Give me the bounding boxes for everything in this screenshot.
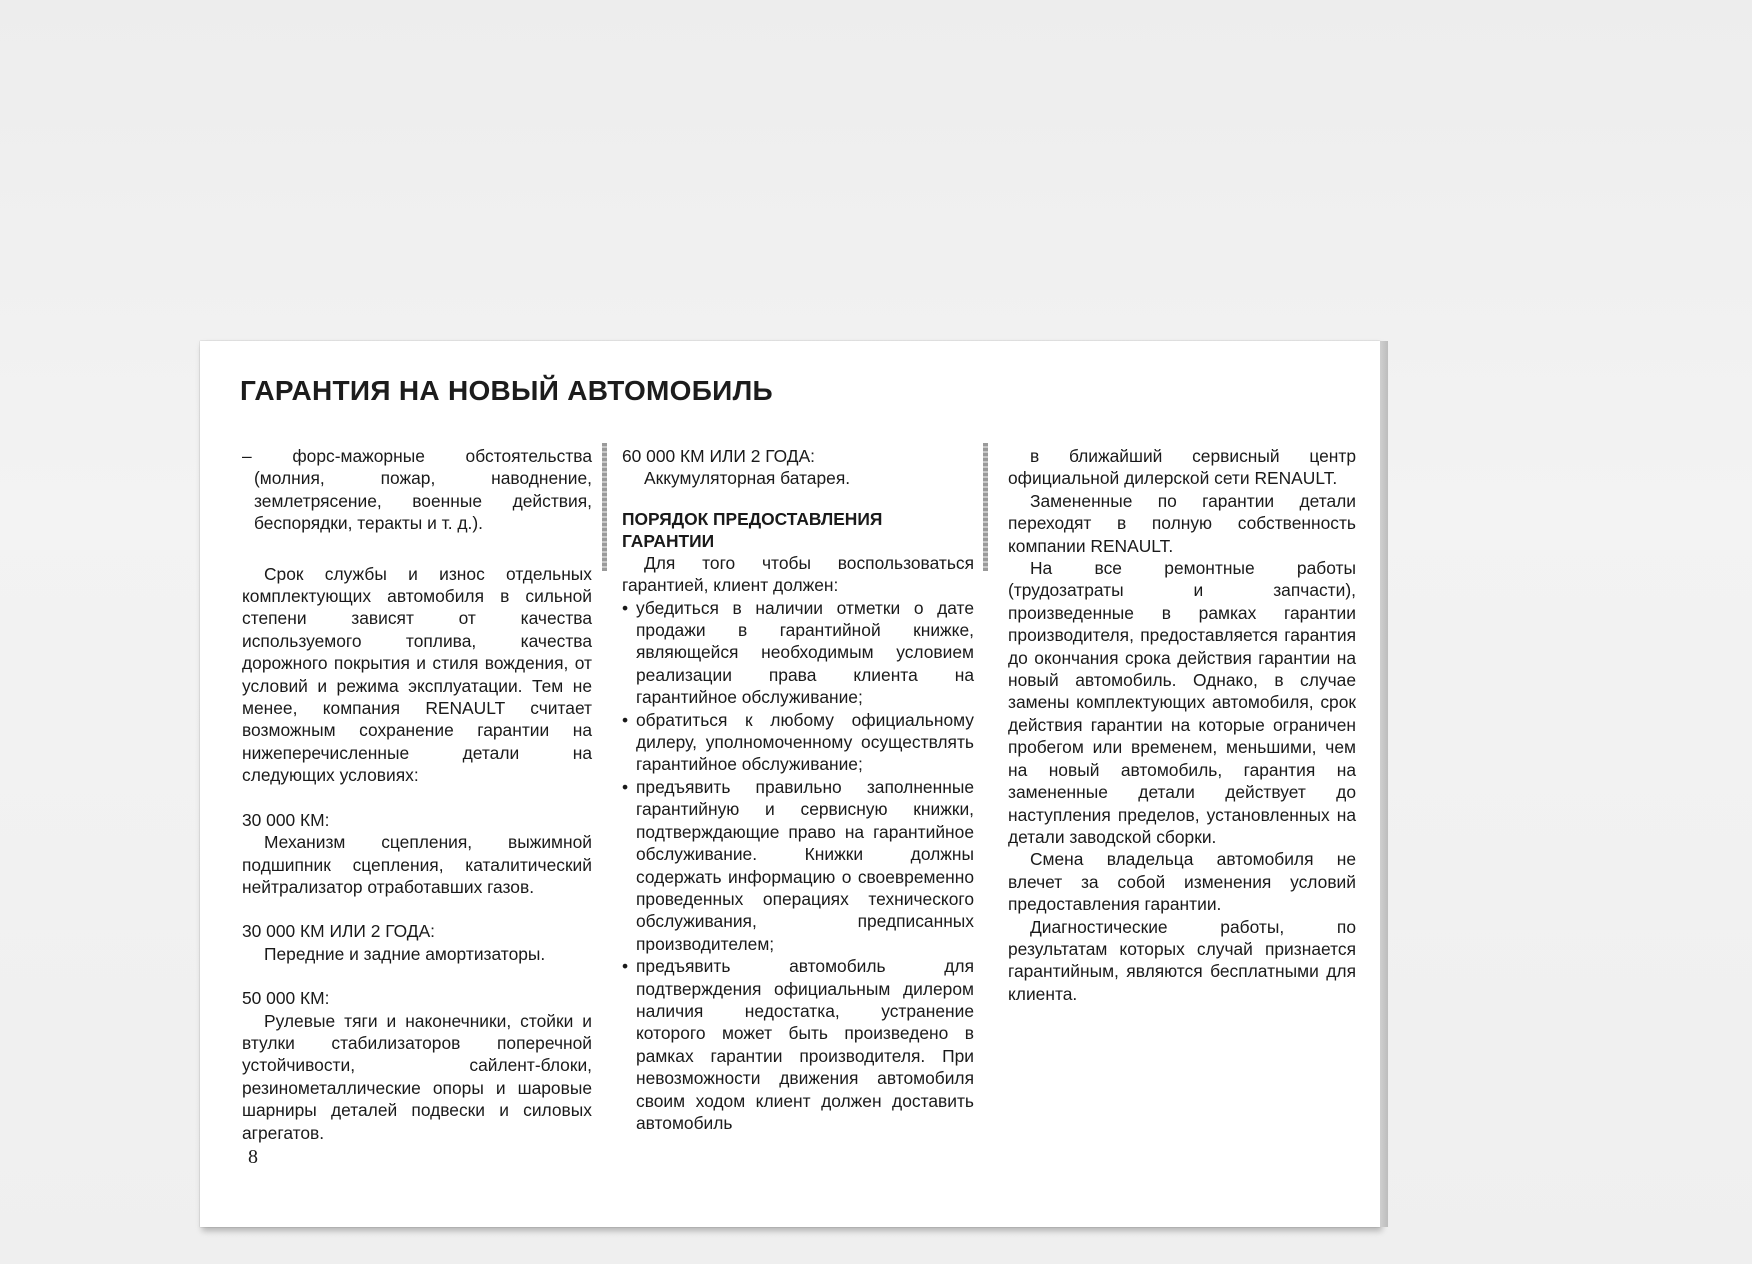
mileage-parts: Аккумуляторная батарея.: [644, 468, 851, 489]
mileage-parts: Рулевые тяги и наконечники, стойки и втулки стабилизаторов поперечной устойчивости, сайлент-блоки, резинометаллические опоры и шаровые шарниры деталей подвески и силовых агрегатов.: [242, 1010, 592, 1143]
column-2: [622, 445, 974, 1134]
mileage-parts: Передние и задние амортизаторы.: [264, 943, 546, 964]
column-3: [1008, 445, 1356, 1005]
intro-paragraph: Срок службы и износ отдельных комплектующих автомобиля в сильной степени зависят от качества используемого топлива, качества дорожного покрытия и стиля вождения, от условий и режима эксплуатации. Тем не менее, компания RENAULT считает возможным сохранение гарантии на нижеперечисленные детали на следующих условиях:: [242, 563, 592, 786]
column-1: [242, 445, 592, 1144]
list-item: • предъявить правильно заполненные гарантийную и сервисную книжки, подтверждающие право на гарантийное обслуживание. Книжки должны содержать информацию о своевременно проведенных операциях технического обслуживания, предписанных производителем;: [622, 776, 974, 955]
mileage-parts: Механизм сцепления, выжимной подшипник сцепления, каталитический нейтрализатор отработавших газов.: [242, 832, 592, 897]
mileage-heading: 50 000 КМ:: [242, 988, 330, 1009]
column-divider: [983, 443, 988, 571]
section-title: ПОРЯДОК ПРЕДОСТАВЛЕНИЯ ГАРАНТИИ: [622, 508, 883, 551]
list-item: • обратиться к любому официальному дилеру, уполномоченному осуществлять гарантийное обслуживание;: [622, 709, 974, 776]
page-number: 8: [248, 1146, 258, 1168]
mileage-heading: 30 000 КМ ИЛИ 2 ГОДА:: [242, 921, 436, 942]
paragraph: Смена владельца автомобиля не влечет за собой изменения условий предоставления гарантии.: [1008, 849, 1356, 915]
requirements-list: [622, 597, 974, 1135]
page-title: ГАРАНТИЯ НА НОВЫЙ АВТОМОБИЛЬ: [240, 375, 773, 406]
page-edge: [1380, 341, 1388, 1227]
list-item: • предъявить автомобиль для подтверждения официальным дилером наличия недостатка, устранение которого может быть произведено в рамках гарантии производителя. При невозможности движения автомобиля своим ходом клиент должен доставить автомобиль: [622, 955, 974, 1134]
paragraph: Диагностические работы, по результатам которых случай признается гарантийным, являются бесплатными для клиента.: [1008, 916, 1356, 1004]
section-lead: Для того чтобы воспользоваться гарантией, клиент должен:: [622, 552, 974, 596]
column-divider: [602, 443, 607, 571]
manual-page: [200, 341, 1380, 1227]
mileage-heading: 60 000 КМ ИЛИ 2 ГОДА:: [622, 446, 816, 466]
mileage-heading: 30 000 КМ:: [242, 809, 330, 830]
force-majeure-item: – форс-мажорные обстоятельства (молния, пожар, наводнение, землетрясение, военные действия, беспорядки, теракты и т. д.).: [242, 446, 592, 534]
paragraph: Замененные по гарантии детали переходят в полную собственность компании RENAULT.: [1008, 490, 1356, 556]
list-item: • убедиться в наличии отметки о дате продажи в гарантийной книжке, являющейся необходимым условием реализации права клиента на гарантийное обслуживание;: [622, 597, 974, 709]
paragraph: На все ремонтные работы (трудозатраты и запчасти), произведенные в рамках гарантии производителя, предоставляется гарантия до окончания срока действия гарантии на новый автомобиль. Однако, в случае замены комплектующих автомобиля, срок действия гарантии на которые ограничен пробегом или временем, меньшими, чем на новый автомобиль, гарантия на замененные детали действует до наступления пределов, установленных на детали заводской сборки.: [1008, 558, 1356, 847]
continuation-text: в ближайший сервисный центр официальной дилерской сети RENAULT.: [1008, 446, 1356, 489]
